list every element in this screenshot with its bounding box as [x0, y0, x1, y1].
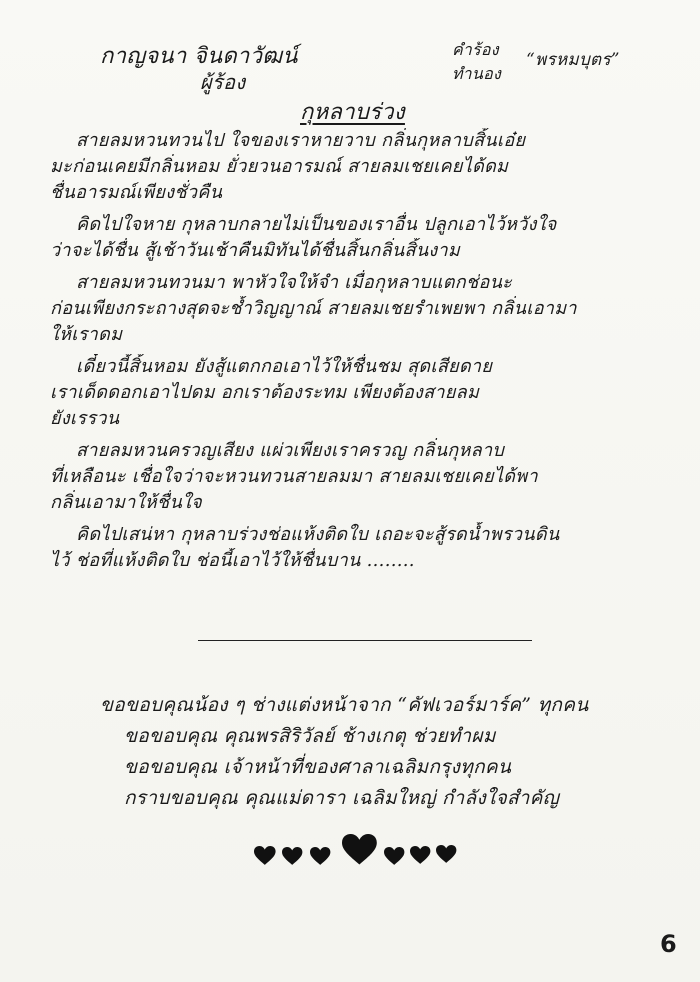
lyric-line: สายลมหวนทวนมา พาหัวใจให้จำ เมื่อกุหลาบแตกช่อนะ	[76, 272, 513, 293]
lyric-line: ที่เหลือนะ เชื่อใจว่าจะหวนทวนสายลมมา สายลมเชยเคยได้พา	[50, 466, 538, 487]
author-role: ผู้ร้อง	[200, 70, 246, 94]
thanks-line: ขอขอบคุณ เจ้าหน้าที่ของศาลาเฉลิมกรุงทุกคน	[124, 756, 512, 778]
heart-icon	[342, 834, 377, 864]
acknowledgements	[100, 690, 660, 814]
melody-label: ทำนอง	[452, 64, 502, 83]
lyric-line: ชื่นอารมณ์เพียงชั่วคืน	[50, 182, 223, 203]
lyric-line: ว่าจะได้ชื่น สู้เช้าวันเช้าคืนมิทันได้ชื่นสิ้นกลิ่นสิ้นงาม	[50, 240, 461, 261]
heart-icon	[282, 847, 302, 865]
lyric-line: ให้เราดม	[50, 324, 123, 345]
page-number: 6	[660, 930, 677, 958]
lyric-line: สายลมหวนครวญเสียง แผ่วเพียงเราครวญ กลิ่นกุหลาบ	[76, 440, 505, 461]
lyric-line: คิดไปใจหาย กุหลาบกลายไม่เป็นของเราอื่น ปลูกเอาไว้หวังใจ	[76, 214, 557, 235]
stanza-5	[50, 438, 670, 516]
lyric-line: ยังเรรวน	[50, 408, 120, 429]
lyrics-body	[50, 128, 670, 580]
heart-icon	[254, 846, 276, 865]
lyric-line: คิดไปเสน่หา กุหลาบร่วงช่อแห้งติดใบ เถอะจะสู้รดน้ำพรวนดิน	[76, 524, 560, 545]
thanks-line: ขอขอบคุณน้อง ๆ ช่างแต่งหน้าจาก “คัฟเวอร์มาร์ค” ทุกคน	[100, 694, 589, 716]
heart-icon	[410, 846, 430, 864]
lyric-line: เดี๋ยวนี้สิ้นหอม ยังสู้แตกกอเอาไว้ให้ชื่นชม สุดเสียดาย	[76, 356, 493, 377]
heart-icon	[384, 847, 404, 865]
melody-name: “พรหมบุตร”	[526, 50, 620, 70]
lyric-line: ไว้ ช่อที่แห้งติดใบ ช่อนี้เอาไว้ให้ชื่นบาน ........	[50, 550, 415, 571]
thanks-line: กราบขอบคุณ คุณแม่ดารา เฉลิมใหญ่ กำลังใจสำคัญ	[124, 787, 560, 809]
section-divider	[198, 640, 532, 641]
stanza-1	[50, 128, 670, 206]
lyric-line: มะก่อนเคยมีกลิ่นหอม ยั่วยวนอารมณ์ สายลมเชยเคยได้ดม	[50, 156, 509, 177]
stanza-3	[50, 270, 670, 348]
lyric-line: ก่อนเพียงกระถางสุดจะช้ำวิญญาณ์ สายลมเชยรำเพยพา กลิ่นเอามา	[50, 298, 577, 319]
lyricist-label: คำร้อง	[452, 40, 499, 59]
lyric-line: สายลมหวนทวนไป ใจของเราหายวาบ กลิ่นกุหลาบสิ้นเอ๋ย	[76, 130, 526, 151]
stanza-2	[50, 212, 670, 264]
heart-icon	[436, 845, 456, 863]
hearts-decoration	[250, 834, 470, 874]
stanza-6	[50, 522, 670, 574]
heart-icon	[310, 847, 330, 865]
lyric-line: กลิ่นเอามาให้ชื่นใจ	[50, 492, 202, 513]
song-title: กุหลาบร่วง	[300, 100, 405, 125]
thanks-line: ขอขอบคุณ คุณพรสิริวัลย์ ช้างเกตุ ช่วยทำผม	[124, 725, 496, 747]
lyric-line: เราเด็ดดอกเอาไปดม อกเราต้องระทม เพียงต้องสายลม	[50, 382, 480, 403]
author-name: กาญจนา จินดาวัฒน์	[100, 44, 298, 69]
stanza-4	[50, 354, 670, 432]
